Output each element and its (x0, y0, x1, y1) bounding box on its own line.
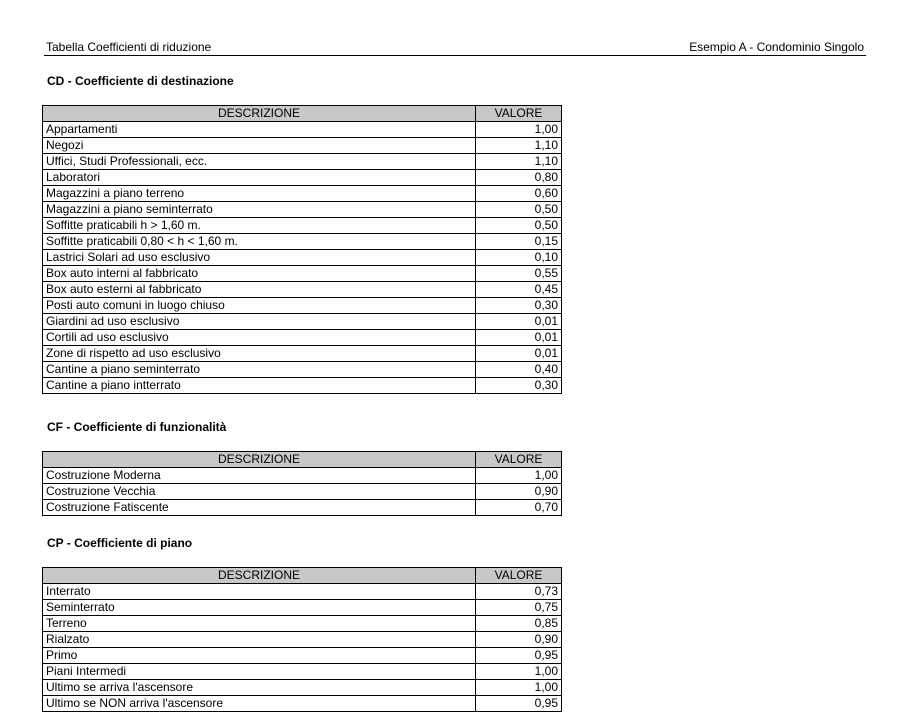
row-description: Interrato (43, 584, 476, 600)
row-description: Magazzini a piano terreno (43, 186, 476, 202)
table-row (43, 600, 562, 616)
page-header (44, 40, 866, 56)
table-row (43, 346, 562, 362)
table-row (43, 202, 562, 218)
row-description: Terreno (43, 616, 476, 632)
table-row (43, 138, 562, 154)
section-title-cp: CP - Coefficiente di piano (47, 536, 193, 550)
table-row (43, 218, 562, 234)
row-description: Lastrici Solari ad uso esclusivo (43, 250, 476, 266)
row-description: Uffici, Studi Professionali, ecc. (43, 154, 476, 170)
row-description: Piani Intermedi (43, 664, 476, 680)
column-header-valore: VALORE (476, 106, 562, 122)
table-row (43, 234, 562, 250)
row-value: 0,45 (476, 282, 562, 298)
table-row (43, 664, 562, 680)
row-description: Box auto esterni al fabbricato (43, 282, 476, 298)
row-value: 1,00 (476, 122, 562, 138)
column-header-valore: VALORE (476, 568, 562, 584)
row-value: 0,01 (476, 346, 562, 362)
table-row (43, 122, 562, 138)
row-description: Cantine a piano seminterrato (43, 362, 476, 378)
row-description: Soffitte praticabili h > 1,60 m. (43, 218, 476, 234)
table-cd (42, 105, 562, 394)
row-value: 0,01 (476, 314, 562, 330)
section-title-cd: CD - Coefficiente di destinazione (47, 74, 234, 88)
table-row (43, 314, 562, 330)
row-value: 0,90 (476, 632, 562, 648)
row-description: Costruzione Moderna (43, 468, 476, 484)
table-row (43, 266, 562, 282)
table-row (43, 378, 562, 394)
table-cf (42, 451, 562, 516)
example-label: Esempio A - Condominio Singolo (689, 40, 864, 54)
table-row (43, 170, 562, 186)
table-header-row (43, 452, 562, 468)
row-value: 0,75 (476, 600, 562, 616)
row-value: 0,90 (476, 484, 562, 500)
table-row (43, 632, 562, 648)
row-value: 1,00 (476, 680, 562, 696)
row-value: 0,50 (476, 218, 562, 234)
row-description: Posti auto comuni in luogo chiuso (43, 298, 476, 314)
row-value: 1,10 (476, 154, 562, 170)
row-description: Negozi (43, 138, 476, 154)
row-value: 0,30 (476, 378, 562, 394)
row-description: Seminterrato (43, 600, 476, 616)
table-row (43, 250, 562, 266)
row-description: Box auto interni al fabbricato (43, 266, 476, 282)
row-value: 0,85 (476, 616, 562, 632)
table-row (43, 648, 562, 664)
row-value: 0,80 (476, 170, 562, 186)
row-value: 0,15 (476, 234, 562, 250)
row-value: 1,10 (476, 138, 562, 154)
row-value: 0,01 (476, 330, 562, 346)
table-header-row (43, 106, 562, 122)
row-description: Giardini ad uso esclusivo (43, 314, 476, 330)
column-header-descrizione: DESCRIZIONE (43, 568, 476, 584)
table-row (43, 298, 562, 314)
table-row (43, 362, 562, 378)
row-description: Primo (43, 648, 476, 664)
row-value: 0,40 (476, 362, 562, 378)
column-header-descrizione: DESCRIZIONE (43, 452, 476, 468)
row-description: Ultimo se NON arriva l'ascensore (43, 696, 476, 712)
row-value: 0,95 (476, 696, 562, 712)
table-row (43, 584, 562, 600)
row-value: 0,10 (476, 250, 562, 266)
row-description: Ultimo se arriva l'ascensore (43, 680, 476, 696)
table-cp (42, 567, 562, 712)
table-row (43, 468, 562, 484)
document-title: Tabella Coefficienti di riduzione (46, 40, 212, 54)
table-header-row (43, 568, 562, 584)
row-value: 0,95 (476, 648, 562, 664)
row-description: Soffitte praticabili 0,80 < h < 1,60 m. (43, 234, 476, 250)
table-row (43, 154, 562, 170)
table-row (43, 616, 562, 632)
row-value: 0,60 (476, 186, 562, 202)
row-description: Rialzato (43, 632, 476, 648)
table-row (43, 330, 562, 346)
column-header-valore: VALORE (476, 452, 562, 468)
row-value: 0,70 (476, 500, 562, 516)
table-row (43, 500, 562, 516)
table-row (43, 484, 562, 500)
row-description: Costruzione Fatiscente (43, 500, 476, 516)
row-value: 0,50 (476, 202, 562, 218)
section-title-cf: CF - Coefficiente di funzionalità (47, 420, 227, 434)
row-value: 0,73 (476, 584, 562, 600)
row-value: 1,00 (476, 468, 562, 484)
row-description: Zone di rispetto ad uso esclusivo (43, 346, 476, 362)
column-header-descrizione: DESCRIZIONE (43, 106, 476, 122)
row-value: 0,55 (476, 266, 562, 282)
row-description: Magazzini a piano seminterrato (43, 202, 476, 218)
row-description: Laboratori (43, 170, 476, 186)
row-description: Appartamenti (43, 122, 476, 138)
table-row (43, 282, 562, 298)
table-row (43, 680, 562, 696)
row-description: Cortili ad uso esclusivo (43, 330, 476, 346)
row-value: 0,30 (476, 298, 562, 314)
table-row (43, 696, 562, 712)
table-row (43, 186, 562, 202)
row-description: Costruzione Vecchia (43, 484, 476, 500)
row-value: 1,00 (476, 664, 562, 680)
row-description: Cantine a piano intterrato (43, 378, 476, 394)
